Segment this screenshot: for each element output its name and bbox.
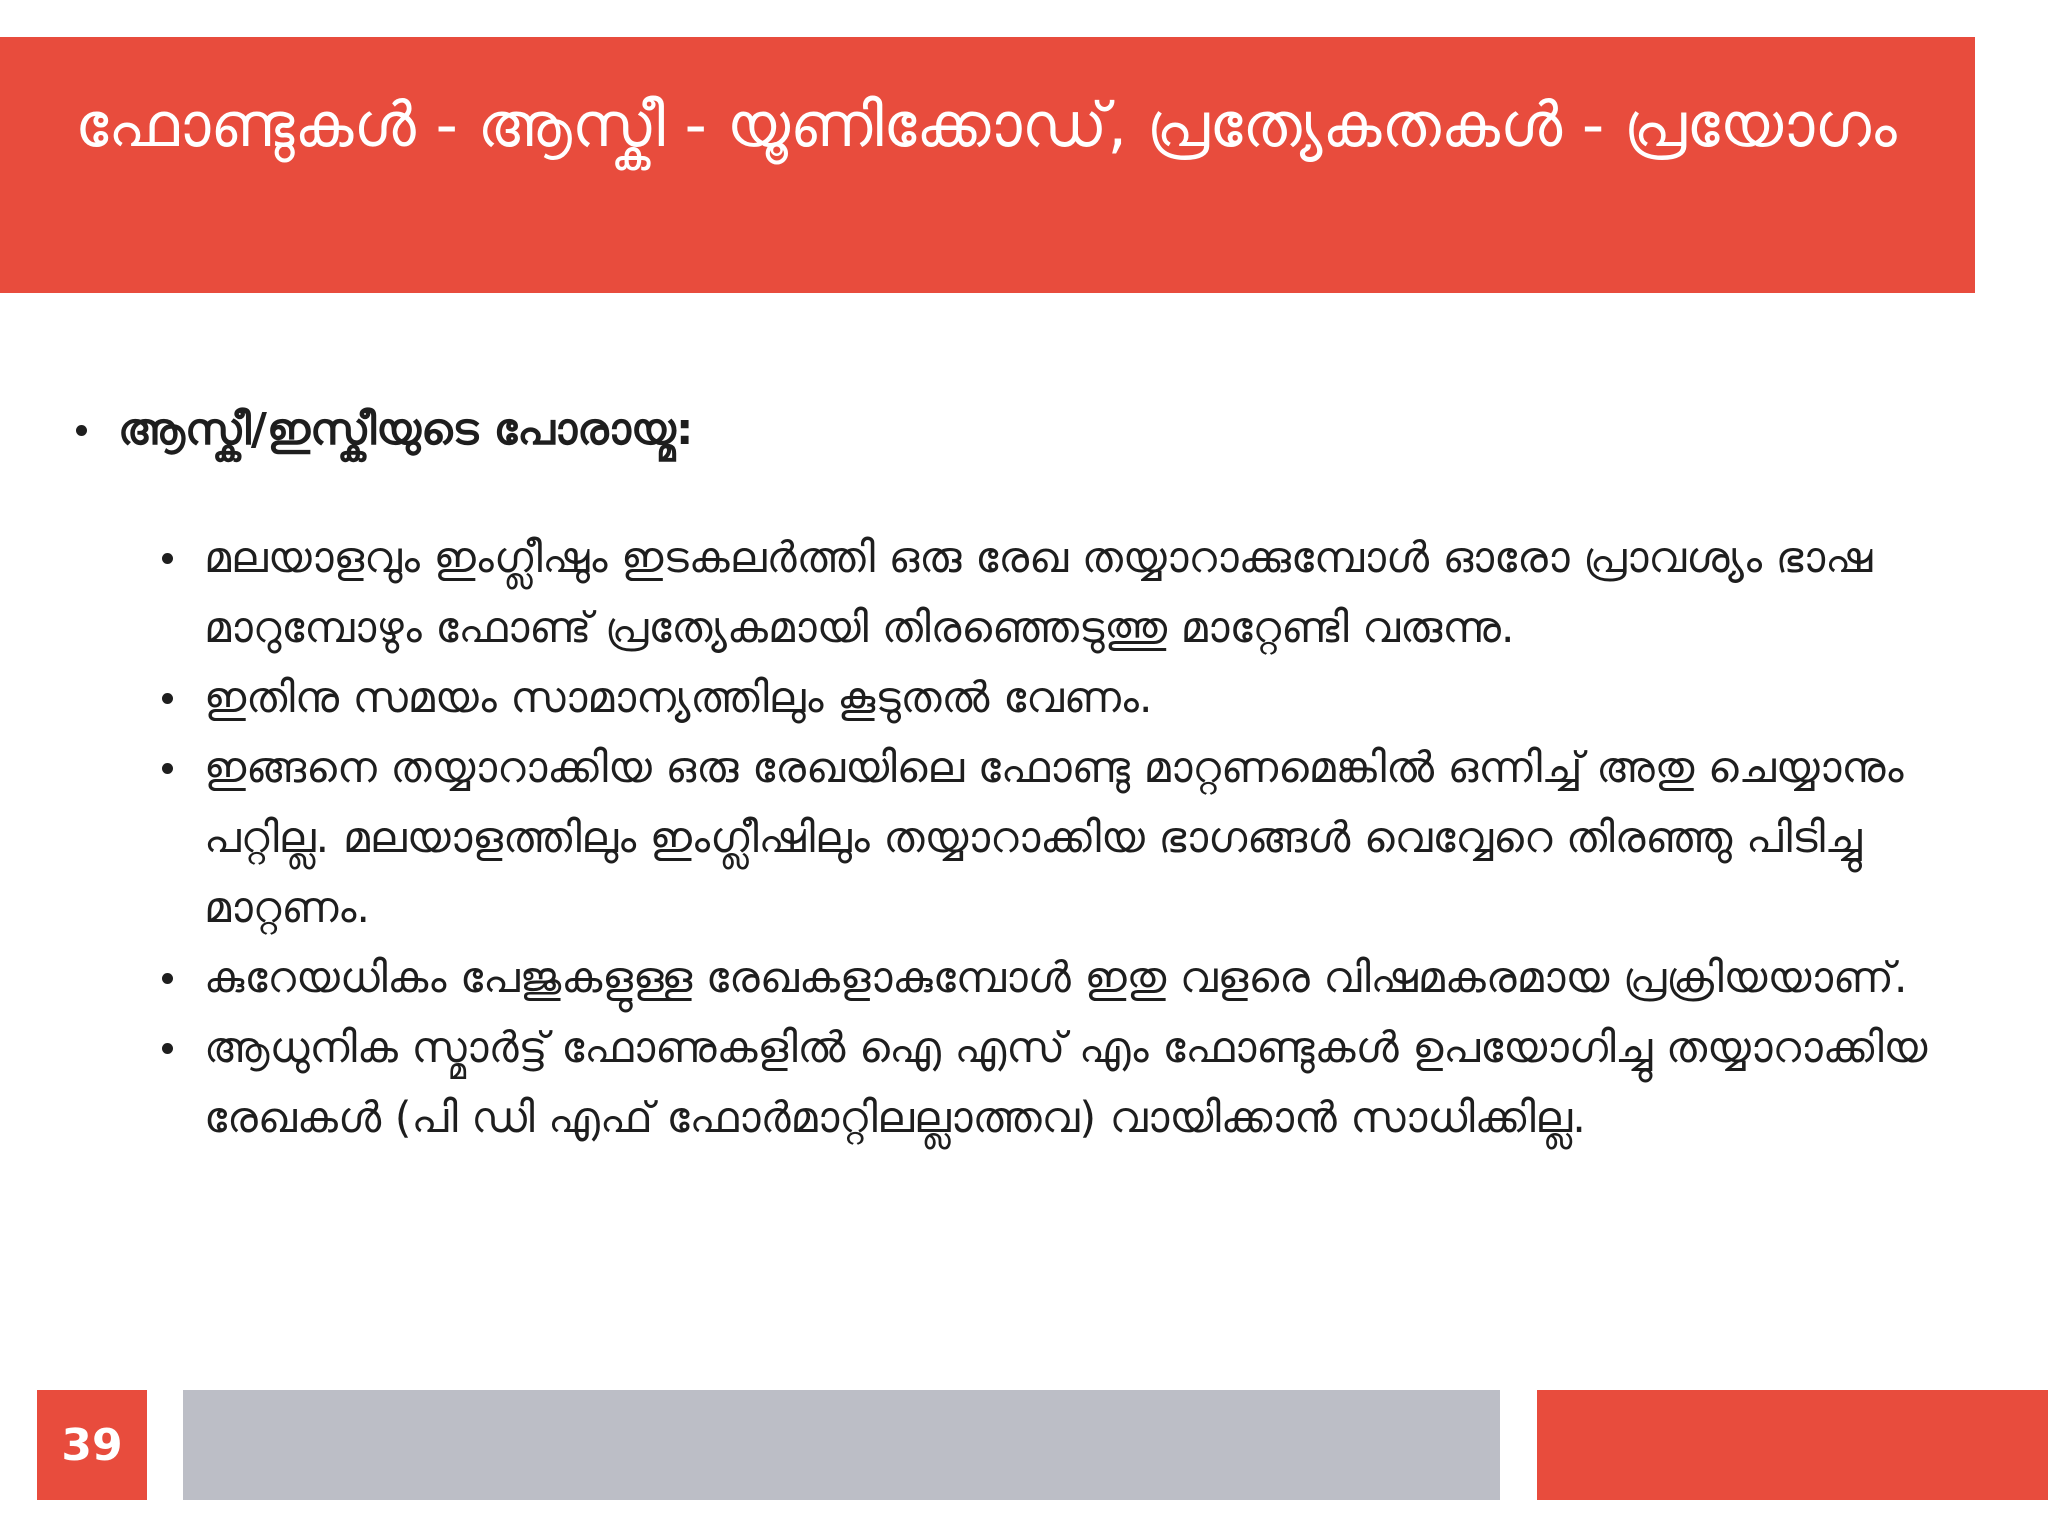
footer-bar-gray [183, 1390, 1500, 1500]
bullet-dot-icon [162, 763, 173, 774]
slide-content [70, 395, 1950, 1153]
sub-bullet-text: മലയാളവും ഇംഗ്ലീഷും ഇടകലർത്തി ഒരു രേഖ തയ്യാറാക്കുമ്പോൾ ഓരോ പ്രാവശ്യം ഭാഷ മാറുമ്പോഴും ഫോണ്ട് പ്രത്യേകമായി തിരഞ്ഞെടുത്തു മാറ്റേണ്ടി വരുന്നു. [204, 533, 1873, 653]
sub-bullet-text: ആധുനിക സ്മാർട്ട് ഫോണുകളിൽ ഐ എസ് എം ഫോണ്ടുകൾ ഉപയോഗിച്ചു തയ്യാറാക്കിയ രേഖകൾ (പി ഡി എഫ് ഫോർമാറ്റിലല്ലാത്തവ) വായിക്കാൻ സാധിക്കില്ല. [204, 1023, 1928, 1143]
footer-bar-red [1537, 1390, 2048, 1500]
bullet-dot-icon [162, 553, 173, 564]
sub-bullet-text: ഇങ്ങനെ തയ്യാറാക്കിയ ഒരു രേഖയിലെ ഫോണ്ടു മാറ്റണമെങ്കിൽ ഒന്നിച്ച് അതു ചെയ്യാനും പറ്റില്ല. മലയാളത്തിലും ഇംഗ്ലീഷിലും തയ്യാറാക്കിയ ഭാഗങ്ങൾ വെവ്വേറെ തിരഞ്ഞു പിടിച്ചു മാറ്റണം. [204, 743, 1904, 933]
main-bullet [70, 395, 1950, 465]
main-bullet-text: ആസ്കീ/ഇസ്കീയുടെ പോരായ്മ: [118, 404, 694, 455]
sub-bullet-1 [156, 523, 1950, 663]
title-bar [0, 37, 1975, 293]
sub-bullet-2 [156, 663, 1950, 733]
page-number: 39 [37, 1390, 147, 1500]
bullet-dot-icon [162, 973, 173, 984]
slide-title: ഫോണ്ടുകൾ - ആസ്കീ - യൂണിക്കോഡ്, പ്രത്യേകതകൾ - പ്രയോഗം [75, 88, 1897, 161]
bullet-dot-icon [76, 425, 87, 436]
sub-bullet-list [156, 523, 1950, 1153]
sub-bullet-text: കുറേയധികം പേജുകളുള്ള രേഖകളാകുമ്പോൾ ഇതു വളരെ വിഷമകരമായ പ്രക്രിയയാണ്. [204, 953, 1908, 1003]
sub-bullet-4 [156, 943, 1950, 1013]
bullet-dot-icon [162, 1043, 173, 1054]
sub-bullet-text: ഇതിനു സമയം സാമാന്യത്തിലും കൂടുതൽ വേണം. [204, 673, 1153, 723]
sub-bullet-3 [156, 733, 1950, 943]
bullet-dot-icon [162, 693, 173, 704]
sub-bullet-5 [156, 1013, 1950, 1153]
